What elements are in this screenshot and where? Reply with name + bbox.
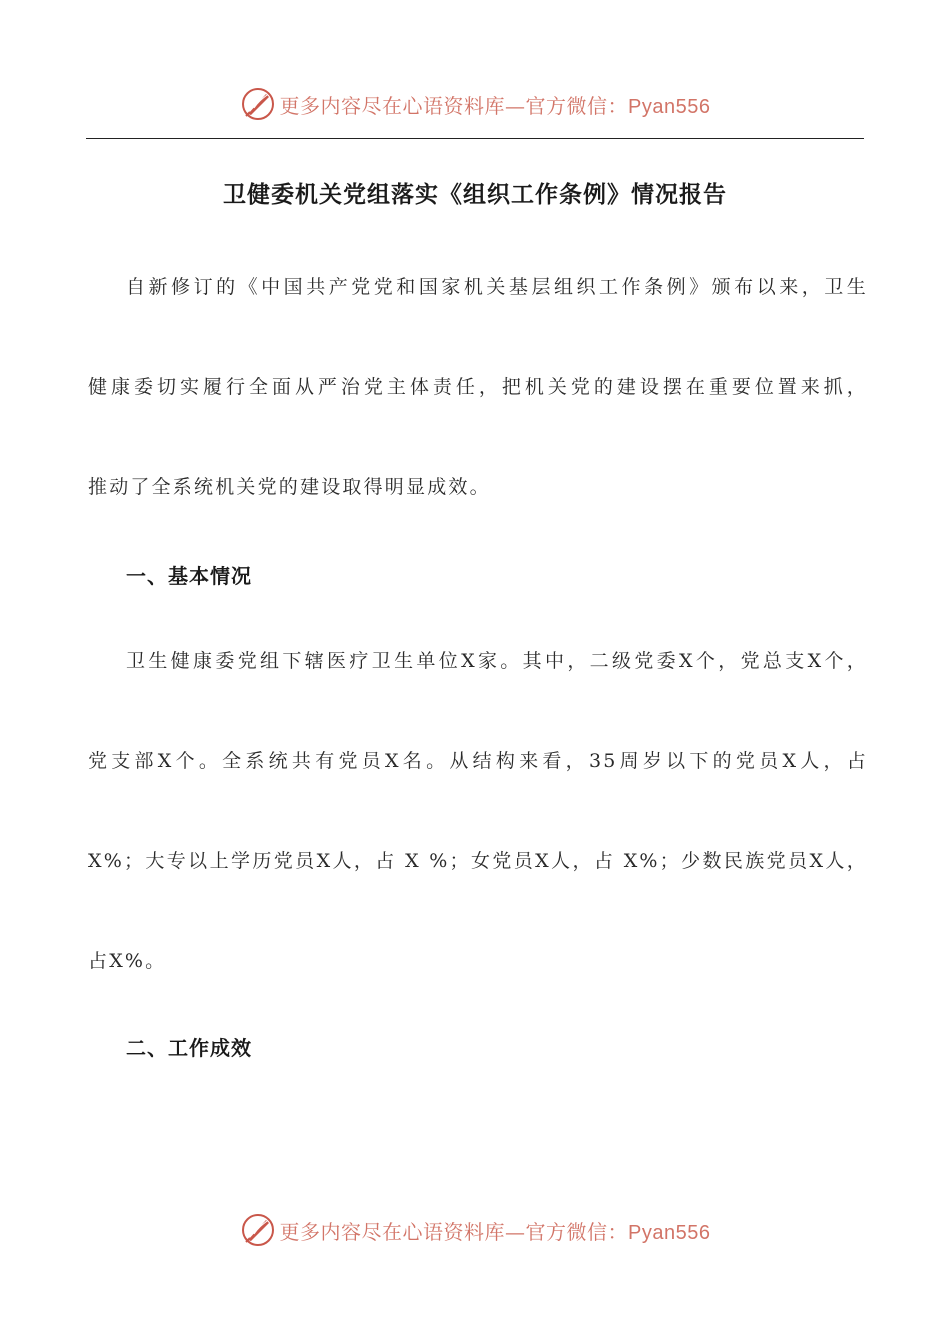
header-watermark-banner	[0, 82, 950, 126]
page-title: 卫健委机关党组落实《组织工作条例》情况报告	[223, 182, 727, 208]
footer-watermark-banner	[0, 1208, 950, 1252]
quill-pen-logo-icon	[240, 86, 276, 122]
quill-pen-logo-icon	[240, 1212, 276, 1248]
paragraph-line: 推动了全系统机关党的建设取得明显成效。	[88, 476, 491, 498]
paragraph-line: 健康委切实履行全面从严治党主体责任，把机关党的建设摆在重要位置来抓，	[88, 376, 868, 398]
section-heading-results: 二、工作成效	[126, 1036, 252, 1060]
paragraph-line: 自新修订的《中国共产党党和国家机关基层组织工作条例》颁布以来，卫生	[126, 276, 868, 298]
watermark-text: 更多内容尽在心语资料库—官方微信：Pyan556	[279, 93, 711, 118]
wechat-id: Pyan556	[628, 95, 711, 118]
section-heading-basic: 一、基本情况	[126, 564, 252, 588]
wechat-id: Pyan556	[628, 1221, 711, 1244]
paragraph-line: 占X%。	[88, 950, 167, 972]
watermark-text: 更多内容尽在心语资料库—官方微信：Pyan556	[279, 1219, 711, 1244]
paragraph-line: X%；大专以上学历党员X人，占 X %；女党员X人，占 X%；少数民族党员X人，	[88, 850, 868, 872]
paragraph-line: 党支部X个。全系统共有党员X名。从结构来看，35周岁以下的党员X人，占	[88, 750, 868, 772]
header-divider	[86, 138, 864, 139]
paragraph-line: 卫生健康委党组下辖医疗卫生单位X家。其中，二级党委X个，党总支X个，	[126, 650, 868, 672]
